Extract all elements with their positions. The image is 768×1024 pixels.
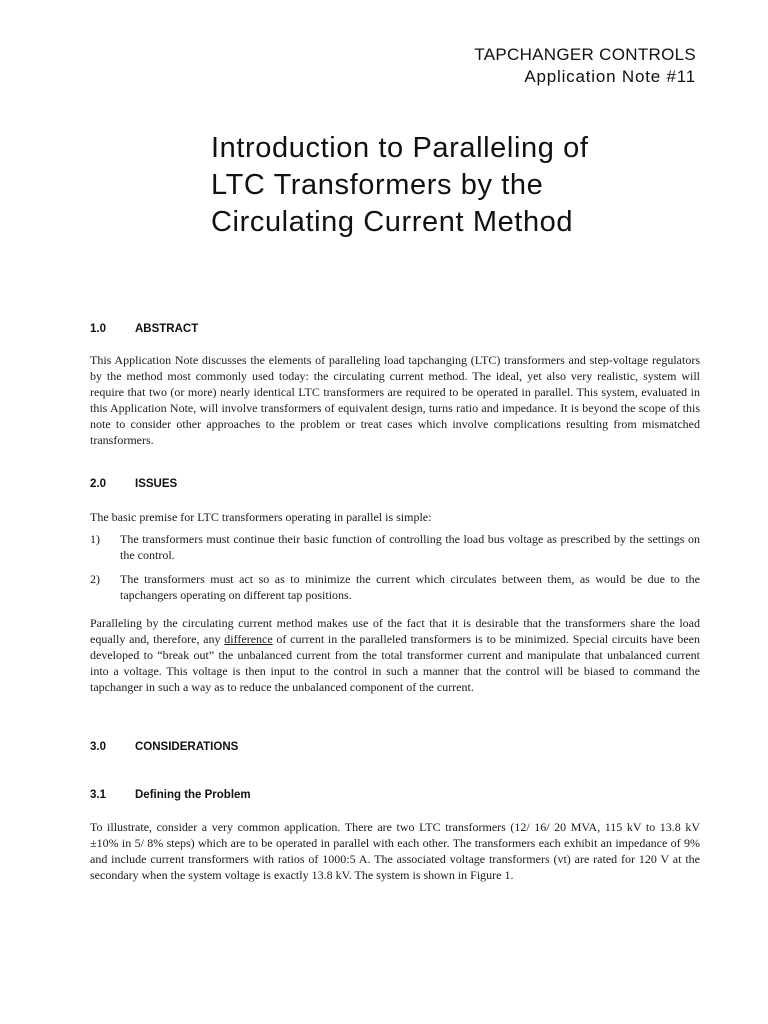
list-item-text: The transformers must act so as to minimize the current which circulates between them, as would be due to the tapchangers operating on different tap positions. [120,572,700,602]
section-title: ABSTRACT [135,323,199,335]
section-heading-considerations [90,741,238,753]
list-item [90,531,700,563]
list-item [90,571,700,603]
title-line-3: Circulating Current Method [211,206,574,238]
list-item-text: The transformers must continue their basic function of controlling the load bus voltage as prescribed by the settings on the control. [120,532,700,562]
underlined-term: difference [224,632,273,646]
abstract-paragraph: This Application Note discusses the elements of paralleling load tapchanging (LTC) transformers and step-voltage regulators by the method most commonly used today: the circulating current method. The ideal, yet also very realistic, system will require that two (or more) nearly identical LTC transformers are required to be operated in parallel. This system, evaluated in this Application Note, will involve transformers of equivalent design, turns ratio and impedance. It is beyond the scope of this note to consider other approaches to the problem or treat cases which involve complications resulting from mismatched transformers. [90,353,700,447]
section-number: 1.0 [90,323,106,335]
issues-paragraph-text-start: Paralleling by the circulating current method makes use of the fact that it is desirable that the transformers share the load equally and, therefore, any [90,616,700,646]
document-title [211,130,711,241]
section-number: 2.0 [90,478,106,490]
title-line-1: Introduction to Paralleling of [211,132,589,164]
section-title: ISSUES [135,478,178,490]
section-title: CONSIDERATIONS [135,741,239,753]
defining-the-problem-paragraph: To illustrate, consider a very common application. There are two LTC transformers (12/ 16/ 20 MVA, 115 kV to 13.8 kV ±10% in 5/ 8% steps) which are to be operated in parallel with each other. The transformers each exhibit an impedance of 9% and include current transformers with ratios of 1000:5 A. The associated voltage transformers (vt) are rated for 120 V at the secondary when the system voltage is exactly 13.8 kV. The system is shown in Figure 1. [90,820,700,882]
document-header [474,44,696,88]
list-item-number: 1) [90,532,100,546]
issues-paragraph-text-end: of current in the paralleled transformers is to be minimized. Special circuits have been developed to “break out” the unbalanced current from the total transformer current and manipulate that unbalanced current into a voltage. This voltage is then input to the control in such a manner that the control will be biased to command the tapchanger in such a way as to reduce the unbalanced component of the current. [90,632,700,694]
section-heading-issues [90,478,177,490]
subsection-heading-defining-the-problem [90,789,251,801]
header-product-line: TAPCHANGER CONTROLS [474,45,696,64]
section-heading-abstract [90,323,198,335]
section-number: 3.0 [90,741,106,753]
issues-intro-paragraph: The basic premise for LTC transformers operating in parallel is simple: [90,510,432,524]
title-line-2: LTC Transformers by the [211,169,544,201]
section-title: Defining the Problem [135,789,251,801]
list-item-number: 2) [90,572,100,586]
header-application-note-number: Application Note #11 [524,67,696,86]
section-number: 3.1 [90,789,106,801]
issues-paragraph [90,615,700,695]
